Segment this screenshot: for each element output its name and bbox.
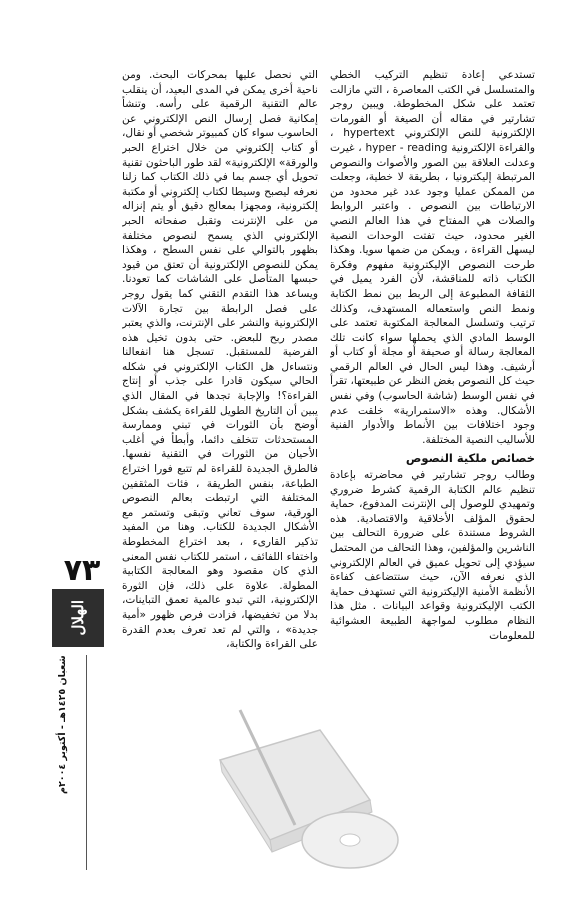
- article-right-column: [330, 68, 535, 843]
- margin-branding: [48, 555, 114, 875]
- section-subheading: خصائص ملكية النصوص: [405, 451, 535, 466]
- article-paragraph: التي نحصل عليها بمحركات البحث. ومن ناحية أخرى يمكن في المدى البعيد، أن ينقلب عالم التقنية الرقمية على رأسه. وتنشأ إمكانية فصل إرسال النص الإلكتروني عن الحاسوب سواء كان كمبيوتر شخصي أو نقال، أو كتاب إلكتروني من خلال اختراع الحبر والورقة» الإلكترونية» لقد طور الباحثون تقنية تحويل أي جسم بما في ذلك الكتاب كما زلنا نعرفه ليصبح وسيطا لكتاب إلكتروني أو مكتبة إلكترونية، ومجهزا بمعالج دقيق أو يتم إنزاله من على الإنترنت وتقبل صفحاته الحبر الإلكتروني الذي يسمح لنصوص مختلفة بظهور بالتوالي على نفس السطح ، وهكذا يمكن للنصوص الإلكترونية أن تعتق من قيود حبسها المتأصل على الشاشات كما تعودنا. ويساعد هذا التقدم التقني كما يقول روجر على فصل الرابطة بين تجارة الآلات الإلكترونية والنشر على الإنترنت، والذي يعتبر مصدر ربح للبعض. حتى بدون تخيل هذه الفرضية للمستقبل. تسجل هنا انفعالنا ونتساءل هل الكتاب الإلكتروني في شكله الحالي سيكون قادرا على جذب أو إنتاج القراءة؟! والإجابة تجدها في المقال الذي يبين أن التاريخ الطويل للقراءة يكشف بشكل أوضح بأن الثورات في تبني وممارسة المستحدثات تتخلف دائما، وأبطأ في أغلب الأحيان من الثورات في التقنية نفسها. فالطرق الجديدة للقراءة لم تتبع فورا اختراع الطباعة، بنفس الطريقة ، فئات المثقفين المختلفة التي ارتبطت بعالم النصوص الورقية، سوف تعاني وتبقى وتستمر مع الأشكال الجديدة للكتاب. وهنا من المفيد تذكير القارىء ، بعد اختراع المخطوطة واختفاء اللفائف ، استمر للكتاب نفس المعنى الذي كان مقصود وهو المعالجة الكتابية المطولة. علاوة على ذلك، فإن الثورة الإلكترونية، التي تبدو عالمية تعمق التباينات، بدلا من تخفيضها، فزادت فرص ظهور «أمية جديدة» ، والتي لم تعد تعرف بعدم القدرة على القراءة والكتابة،: [122, 69, 318, 651]
- article-paragraph: وطالب روجر تشارتير في محاضرته بإعادة تنظيم عالم الكتابة الرقمية كشرط ضروري وتمهيدي للوصول إلى الإنترنت المدفوع، حماية لحقوق المؤلف الأخلاقية والاقتصادية. هذه الشروط مستندة على ضرورة التحالف بين الناشرين والمؤلفين، وهذا التحالف من المحتمل سيؤدي إلى تحويل عميق في العالم الإلكتروني الذي نعرفه الآن، حيث ستتضاعف كفاءة الأنظمة الأمنية الإليكترونية التي تستهدف حماية الكتب الإليكترونية وقواعد البيانات . مثل هذا النظام مطلوب لمواجهة الطبيعة العشوائية للمعلومات: [330, 469, 535, 642]
- magazine-logo: [52, 589, 104, 647]
- article-paragraph: تستدعي إعادة تنظيم التركيب الخطي والمتسلسل في الكتب المعاصرة ، التي مازالت تعتمد على شكل المخطوطة. ويبين روجر تشارتير في مقاله أن الصيغة أو الفورمات الإلكترونية للنص الإلكتروني hypertext ، والقراءة الإلكترونية hyper - reading ، غيرت وعدلت العلاقة بين الصور والأصوات والنصوص المرتبطة إليكترونيا ، بطريقة لا خطية، وجعلت من الممكن عمليا وجود عدد غير محدود من الارتباطات بين النصوص . واعتبر الروابط والصلات هي المفتاح في هذا العالم النصي الغير محدود، حيث تفتت الوحدات النصية ليسهل القراءة ، ويمكن من ضمها سويا. وهكذا طرحت النصوص الإليكترونية مفهوم وفكرة الكتاب ذاته للمناقشة، لأن الفرد يميل في الثقافة المطبوعة إلى الربط بين نمط الكتابة ونمط النص واستعماله المستهدف، وكذلك ترتيب وتسلسل المعالجة المكتوبة تعتمد على الوسط المادي الذي يحملها سواء كانت تلك المعالجة رسالة أو صحيفة أو مجلة أو كتاب أو أرشيف. وهذا ليس الحال في العالم الرقمي حيث كل النصوص بغض النظر عن طبيعتها، تقرأ في نفس الوسط (شاشة الحاسوب) وفي نفس الأشكال. وهذه «الاستمرارية» خلقت عدم وجود اختلافات بين الأنماط والأدوار الفنية للأساليب النصية المختلفة.: [330, 69, 535, 446]
- issue-date: شعبان ١٤٢٥هـ - أكتوبر ٢٠٠٤م: [57, 655, 68, 794]
- article-left-column: [122, 68, 318, 828]
- page-number: ٧٣: [63, 553, 101, 588]
- margin-divider: [86, 655, 87, 870]
- logo-text: الهلال: [69, 600, 87, 636]
